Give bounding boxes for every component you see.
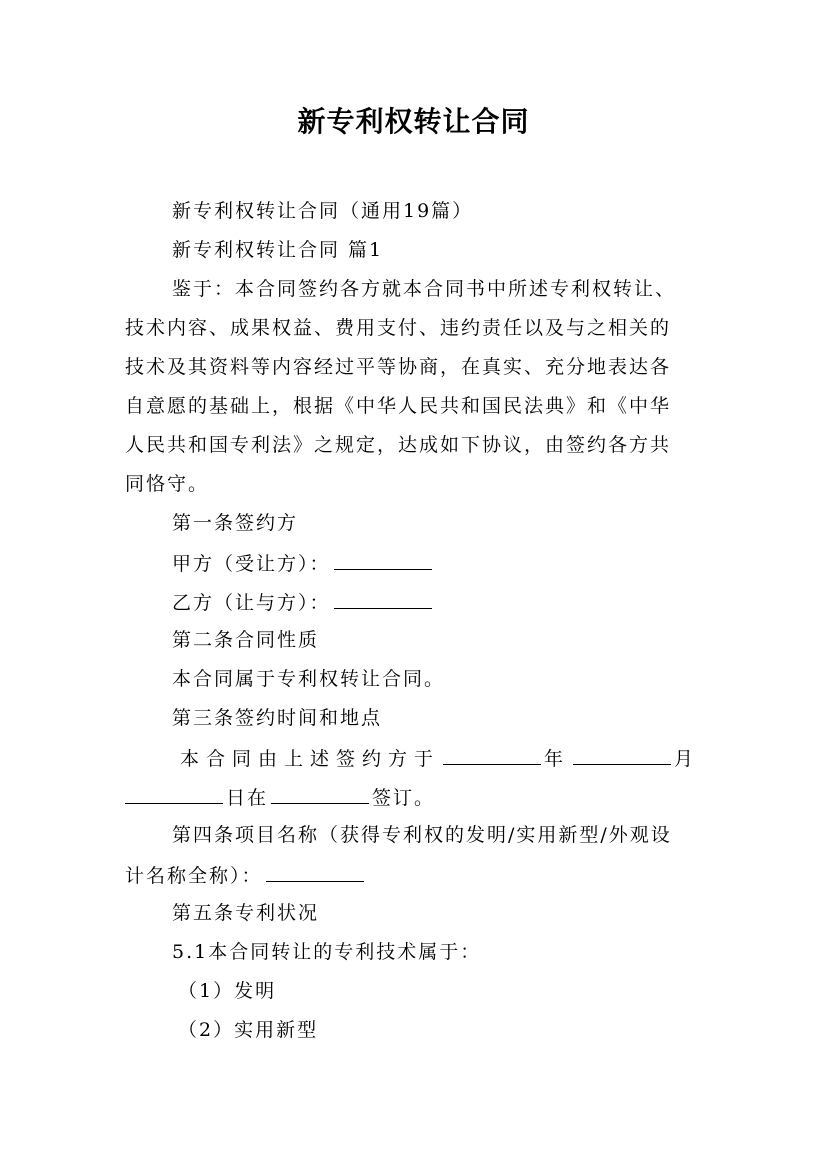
project-name-blank[interactable] bbox=[266, 861, 364, 882]
month-blank[interactable] bbox=[573, 744, 671, 765]
preamble-line-2: 技术内容、成果权益、费用支付、违约责任以及与之相关的 bbox=[125, 317, 672, 339]
month-label: 月 bbox=[674, 748, 701, 770]
article5-heading: 第五条专利状况 bbox=[172, 902, 320, 924]
preamble-line-6: 同恪守。 bbox=[125, 473, 210, 495]
article5-clause: 5.1本合同转让的专利技术属于： bbox=[172, 941, 482, 963]
article2-heading: 第二条合同性质 bbox=[172, 629, 320, 651]
option-invention: （1）发明 bbox=[178, 980, 277, 1002]
article4-label: 计名称全称）： bbox=[125, 865, 263, 887]
day-at-label: 日在 bbox=[226, 787, 269, 809]
year-label: 年 bbox=[544, 748, 571, 770]
preamble-line-3: 技术及其资料等内容经过平等协商，在真实、充分地表达各 bbox=[125, 356, 672, 378]
preamble-line-5: 人民共和国专利法》之规定，达成如下协议，由签约各方共 bbox=[125, 434, 672, 456]
document-subtitle: 新专利权转让合同（通用19篇） bbox=[172, 200, 474, 222]
article4-line-2 bbox=[125, 861, 367, 889]
party-b-line bbox=[172, 588, 435, 616]
place-blank[interactable] bbox=[271, 783, 369, 804]
party-a-label: 甲方（受让方）： bbox=[172, 553, 331, 575]
article3-place-line bbox=[125, 783, 435, 811]
article4-line-1: 第四条项目名称（获得专利权的发明/实用新型/外观设 bbox=[172, 824, 672, 846]
day-blank[interactable] bbox=[125, 783, 223, 804]
year-blank[interactable] bbox=[443, 744, 541, 765]
section-heading: 新专利权转让合同 篇1 bbox=[172, 239, 384, 261]
article3-part1: 本合同由上述签约方于 bbox=[180, 748, 441, 770]
article3-heading: 第三条签约时间和地点 bbox=[172, 707, 383, 729]
article3-date-line bbox=[180, 744, 700, 772]
preamble-line-1: 鉴于：本合同签约各方就本合同书中所述专利权转让、 bbox=[172, 278, 677, 300]
party-a-blank[interactable] bbox=[334, 549, 432, 570]
preamble-line-4: 自意愿的基础上，根据《中华人民共和国民法典》和《中华 bbox=[125, 395, 672, 417]
party-b-label: 乙方（让与方）： bbox=[172, 592, 331, 614]
article1-heading: 第一条签约方 bbox=[172, 512, 299, 534]
document-title: 新专利权转让合同 bbox=[297, 105, 530, 138]
party-a-line bbox=[172, 549, 435, 577]
article2-text: 本合同属于专利权转让合同。 bbox=[172, 668, 446, 690]
option-utility-model: （2）实用新型 bbox=[178, 1019, 319, 1041]
signed-label: 签订。 bbox=[372, 787, 436, 809]
party-b-blank[interactable] bbox=[334, 588, 432, 609]
